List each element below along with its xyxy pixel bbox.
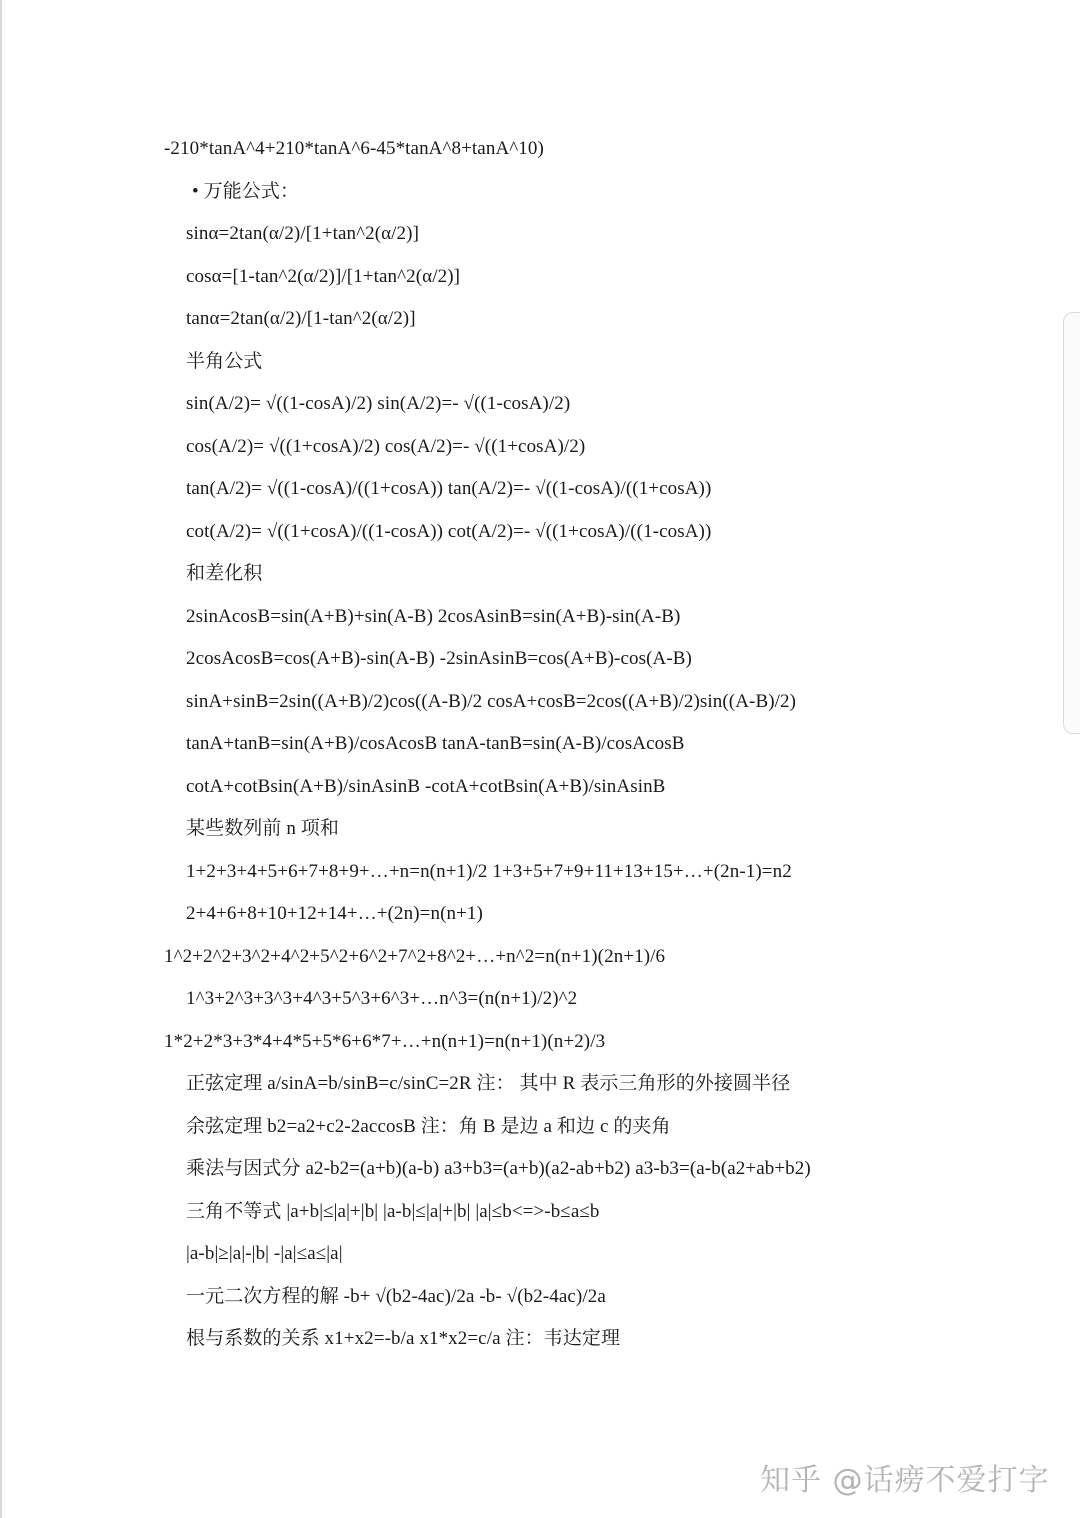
formula-line: -210*tanA^4+210*tanA^6-45*tanA^8+tanA^10) xyxy=(164,138,544,159)
section-heading-half-angle: 半角公式 xyxy=(186,351,263,372)
law-of-sines-line: 正弦定理 a/sinA=b/sinB=c/sinC=2R 注： 其中 R 表示三角形的外接圆半径 xyxy=(186,1073,791,1094)
quadratic-solution-line: 一元二次方程的解 -b+ √(b2-4ac)/2a -b- √(b2-4ac)/2a xyxy=(186,1286,606,1307)
section-heading-sum-to-product: 和差化积 xyxy=(186,563,263,584)
formula-line: sin(A/2)= √((1-cosA)/2) sin(A/2)=- √((1-cosA)/2) xyxy=(186,393,571,414)
law-of-cosines-line: 余弦定理 b2=a2+c2-2accosB 注：角 B 是边 a 和边 c 的夹角 xyxy=(186,1116,671,1137)
formula-line: 1^2+2^2+3^2+4^2+5^2+6^2+7^2+8^2+…+n^2=n(n+1)(2n+1)/6 xyxy=(164,946,666,967)
formula-line: 2cosAcosB=cos(A+B)-sin(A-B) -2sinAsinB=cos(A+B)-cos(A-B) xyxy=(186,648,692,669)
formula-line: cosα=[1-tan^2(α/2)]/[1+tan^2(α/2)] xyxy=(186,266,461,287)
formula-line: 1*2+2*3+3*4+4*5+5*6+6*7+…+n(n+1)=n(n+1)(n+2)/3 xyxy=(164,1031,606,1052)
formula-line: 1+2+3+4+5+6+7+8+9+…+n=n(n+1)/2 1+3+5+7+9+11+13+15+…+(2n-1)=n2 xyxy=(186,861,792,882)
section-heading-universal: • 万能公式： xyxy=(192,181,300,202)
formula-line: 2+4+6+8+10+12+14+…+(2n)=n(n+1) xyxy=(186,903,483,924)
page-left-edge xyxy=(0,0,2,1518)
formula-line: cos(A/2)= √((1+cosA)/2) cos(A/2)=- √((1+cosA)/2) xyxy=(186,436,586,457)
formula-line: cotA+cotBsin(A+B)/sinAsinB -cotA+cotBsin(A+B)/sinAsinB xyxy=(186,776,666,797)
formula-line: sinα=2tan(α/2)/[1+tan^2(α/2)] xyxy=(186,223,420,244)
formula-line: 1^3+2^3+3^3+4^3+5^3+6^3+…n^3=(n(n+1)/2)^2 xyxy=(186,988,578,1009)
scroll-handle[interactable] xyxy=(1063,312,1080,734)
section-heading-series: 某些数列前 n 项和 xyxy=(186,818,340,839)
formula-line: |a-b|≥|a|-|b| -|a|≤a≤|a| xyxy=(186,1243,343,1264)
formula-line: tanα=2tan(α/2)/[1-tan^2(α/2)] xyxy=(186,308,416,329)
watermark: 知乎 @话痨不爱打字 xyxy=(760,1463,1050,1498)
formula-line: sinA+sinB=2sin((A+B)/2)cos((A-B)/2 cosA+cosB=2cos((A+B)/2)sin((A-B)/2) xyxy=(186,691,797,712)
formula-line: 2sinAcosB=sin(A+B)+sin(A-B) 2cosAsinB=sin(A+B)-sin(A-B) xyxy=(186,606,681,627)
vieta-line: 根与系数的关系 x1+x2=-b/a x1*x2=c/a 注：韦达定理 xyxy=(186,1328,621,1349)
factorization-line: 乘法与因式分 a2-b2=(a+b)(a-b) a3+b3=(a+b)(a2-ab+b2) a3-b3=(a-b(a2+ab+b2) xyxy=(186,1158,811,1179)
formula-line: cot(A/2)= √((1+cosA)/((1-cosA)) cot(A/2)=- √((1+cosA)/((1-cosA)) xyxy=(186,521,712,542)
formula-line: tan(A/2)= √((1-cosA)/((1+cosA)) tan(A/2)=- √((1-cosA)/((1+cosA)) xyxy=(186,478,712,499)
formula-line: tanA+tanB=sin(A+B)/cosAcosB tanA-tanB=sin(A-B)/cosAcosB xyxy=(186,733,685,754)
triangle-inequality-line: 三角不等式 |a+b|≤|a|+|b| |a-b|≤|a|+|b| |a|≤b<=>-b≤a≤b xyxy=(186,1201,600,1222)
